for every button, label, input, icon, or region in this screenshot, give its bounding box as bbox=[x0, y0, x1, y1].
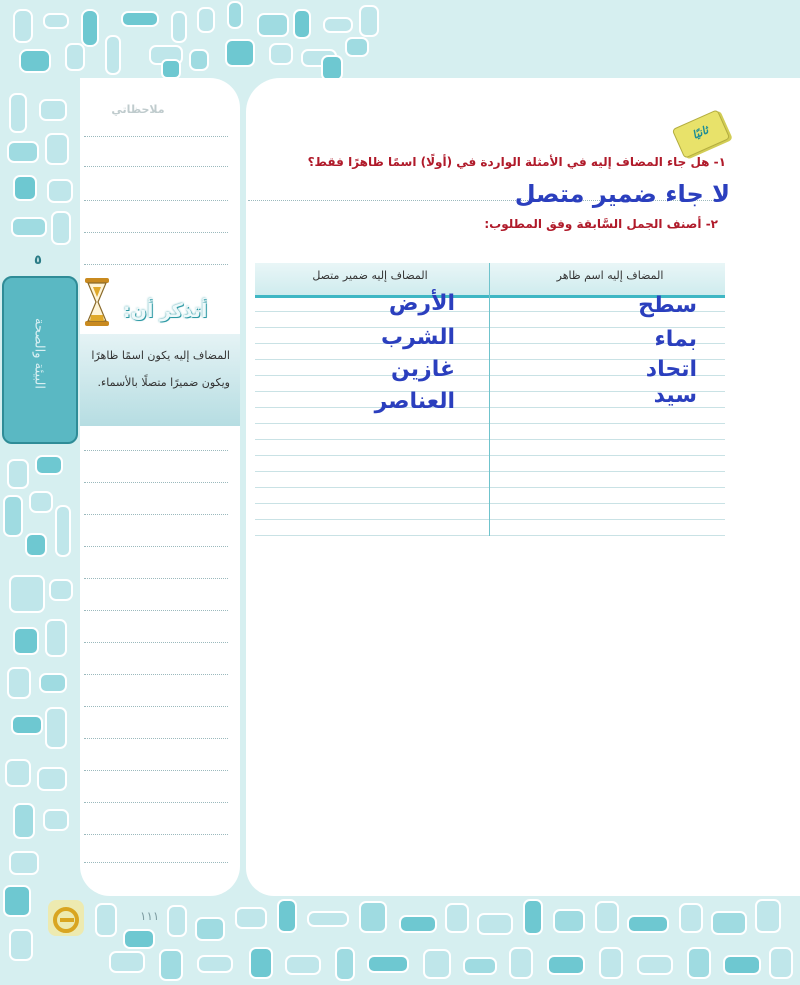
header-attached-pronoun: المضاف إليه ضمير متصل bbox=[312, 269, 428, 282]
table-cell: الشرب bbox=[381, 325, 455, 350]
remember-text: المضاف إليه يكون اسمًا ظاهرًا ويكون ضميرًا متصلًا بالأسماء. bbox=[91, 349, 230, 389]
table-cell: الأرض bbox=[388, 291, 455, 316]
page-number: ١١١ bbox=[140, 909, 160, 923]
chapter-title: البيئة والصحة bbox=[31, 318, 47, 389]
remember-box bbox=[80, 334, 240, 426]
column-divider bbox=[489, 263, 490, 536]
table-cell: اتحاد bbox=[645, 357, 697, 382]
question-2: ٢- أصنف الجمل السَّابقة وفق المطلوب: bbox=[484, 217, 718, 231]
classification-table bbox=[255, 263, 725, 536]
section-tab-label: ثانيًا bbox=[690, 123, 711, 142]
header-visible-noun: المضاف إليه اسم ظاهر bbox=[556, 269, 664, 282]
answer-1-handwritten: لا جاء ضمير متصل bbox=[514, 180, 730, 208]
question-1: ١- هل جاء المضاف إليه في الأمثلة الواردة في (أولًا) اسمًا ظاهرًا فقط؟ bbox=[307, 155, 726, 169]
hourglass-icon bbox=[84, 277, 110, 327]
chapter-number: ٥ bbox=[34, 253, 42, 268]
table-cell: سطح bbox=[638, 293, 697, 318]
table-cell: بماء bbox=[654, 327, 697, 352]
table-cell: العناصر bbox=[374, 389, 455, 414]
table-cell: سيد bbox=[653, 383, 697, 408]
notes-label: ملاحظاتي bbox=[111, 103, 165, 116]
table-cell: غازين bbox=[390, 357, 455, 382]
remember-title: أتذكر أن: bbox=[123, 300, 208, 322]
publisher-logo-icon bbox=[46, 898, 86, 938]
chapter-title-tab bbox=[2, 276, 78, 444]
